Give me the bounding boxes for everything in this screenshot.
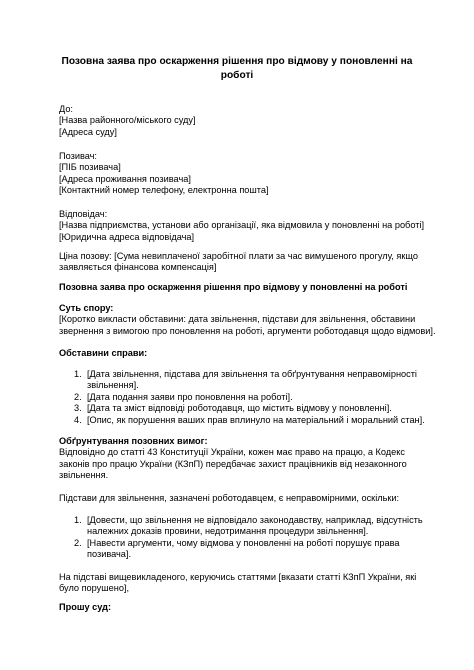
list-item-line: [Дата звільнення, підстава для звільнення та обґрунтування неправомірності xyxy=(87,369,417,379)
plaintiff-address: [Адреса проживання позивача] xyxy=(59,173,191,184)
list-item xyxy=(59,515,423,538)
claim-price-block xyxy=(59,251,419,274)
basis-block xyxy=(59,572,419,595)
court-address: [Адреса суду] xyxy=(59,126,117,137)
circumstances-heading xyxy=(59,348,419,359)
plaintiff-contact: [Контактний номер телефону, електронна пошта] xyxy=(59,185,269,196)
defendant-name: [Назва підприємства, установи або організації, яка відмовила у поновленні на роботі] xyxy=(59,220,425,231)
grounds-list xyxy=(59,515,423,561)
justification-heading: Обґрунтування позовних вимог: xyxy=(59,436,208,446)
claim-price-line-2: заявляється фінансова компенсація] xyxy=(59,262,217,273)
list-item xyxy=(59,403,419,414)
defendant-address: [Юридична адреса відповідача] xyxy=(59,231,195,242)
list-item xyxy=(59,538,419,561)
list-item xyxy=(59,392,419,403)
justification-block xyxy=(59,436,419,482)
list-item-line: позивача]. xyxy=(87,549,132,560)
list-item-line: [Дата та зміст відповіді роботодавця, що містить відмову у поновленні]. xyxy=(87,403,392,414)
circumstances-list xyxy=(59,369,425,426)
list-item-line: [Опис, як порушення ваших прав вплинуло на матеріальний і моральний стан]. xyxy=(87,414,425,425)
basis-line-1: На підставі вищевикладеного, керуючись статтями [вказати статті КЗпП України, які xyxy=(59,572,417,582)
list-item-line: звільнення]. xyxy=(87,380,139,391)
list-item-line: [Навести аргументи, чому відмова у поновленні на роботі порушує права xyxy=(87,537,400,548)
justification-line-1: Відповідно до статті 43 Конституції України, кожен має право на працю, а Кодекс xyxy=(59,447,405,458)
request-heading xyxy=(59,602,419,613)
justification-line-2: законів про працю України (КЗпП) передбачає захист працівників від незаконного xyxy=(59,458,407,469)
request-heading-text: Прошу суд: xyxy=(59,602,112,612)
addressee-block xyxy=(59,104,419,138)
dispute-line-1: [Коротко викласти обставини: дата звільнення, підстави для звільнення, обставини xyxy=(59,314,416,325)
list-item-line: [Довести, що звільнення не відповідало законодавству, наприклад, відсутність xyxy=(87,515,423,525)
title-line-1: Позовна заява про оскарження рішення про відмову у поновленні на xyxy=(61,56,413,67)
justification-line-3: звільнення. xyxy=(59,470,109,481)
list-item xyxy=(59,414,425,426)
dispute-block xyxy=(59,303,436,337)
dispute-heading: Суть спору: xyxy=(59,303,114,313)
circumstances-heading-text: Обставини справи: xyxy=(59,348,148,358)
defendant-block xyxy=(59,209,425,243)
grounds-intro-text: Підстави для звільнення, зазначені роботодавцем, є неправомірними, оскільки: xyxy=(59,493,400,503)
list-number: 2. xyxy=(74,537,82,548)
basis-line-2: було порушено], xyxy=(59,583,130,594)
plaintiff-block xyxy=(59,151,419,197)
list-item xyxy=(59,369,419,392)
title-line-2: роботі xyxy=(220,70,254,81)
grounds-intro xyxy=(59,493,419,504)
list-number: 4. xyxy=(74,414,82,425)
list-number: 2. xyxy=(74,391,82,402)
dispute-line-2: звернення з вимогою про поновлення на роботі, аргументи роботодавця щодо відмови]. xyxy=(59,325,436,336)
list-item-line: належних доказів провини, недотримання процедури звільнення]. xyxy=(87,526,369,537)
list-number: 3. xyxy=(74,403,82,414)
plaintiff-name: [ПІБ позивача] xyxy=(59,162,121,173)
list-number: 1. xyxy=(74,369,82,379)
court-name: [Назва районного/міського суду] xyxy=(59,115,196,126)
document-title xyxy=(50,55,424,83)
subtitle-text: Позовна заява про оскарження рішення про відмову у поновленні на роботі xyxy=(59,282,408,292)
section-subtitle xyxy=(59,282,419,293)
list-item-line: [Дата подання заяви про поновлення на роботі]. xyxy=(87,391,293,402)
plaintiff-label: Позивач: xyxy=(59,151,97,161)
list-number: 1. xyxy=(74,515,82,525)
addressee-label: До: xyxy=(59,104,73,114)
claim-price-line-1: Ціна позову: [Сума невиплаченої заробітної плати за час вимушеного прогулу, якщо xyxy=(59,251,418,261)
defendant-label: Відповідач: xyxy=(59,209,108,219)
